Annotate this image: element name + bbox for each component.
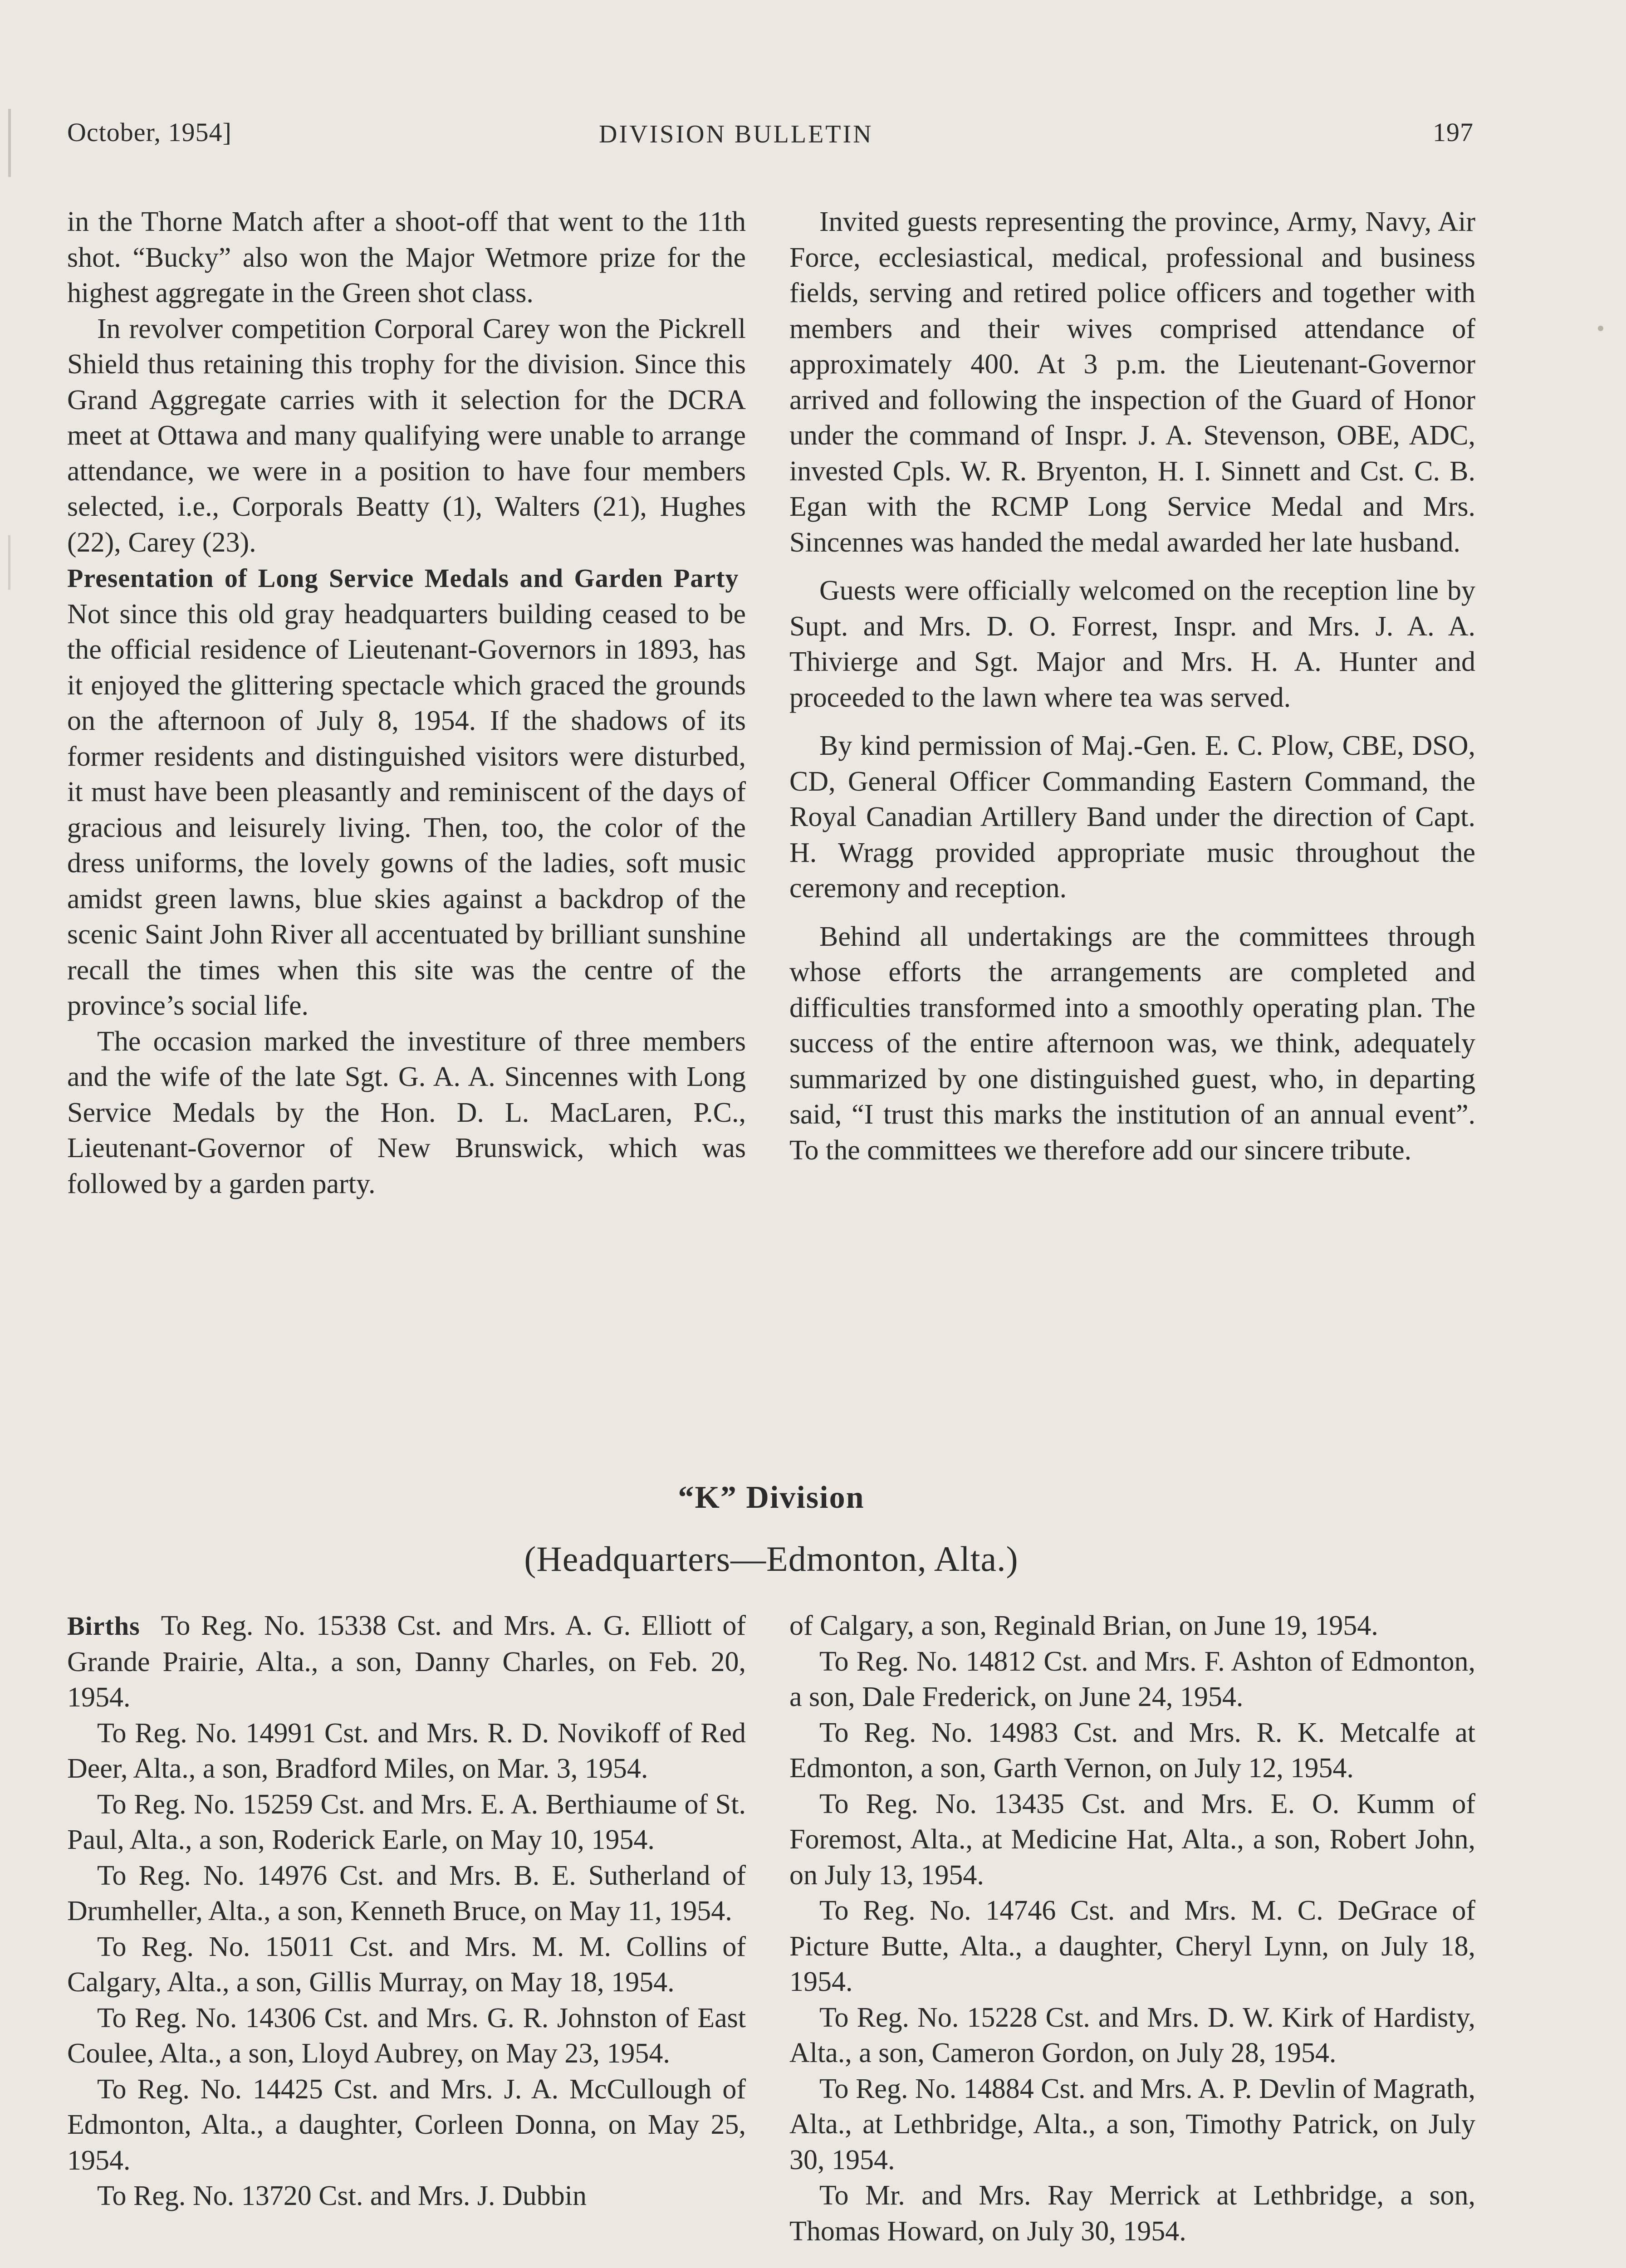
birth-entry: To Reg. No. 13435 Cst. and Mrs. E. O. Kumm of Foremost, Alta., at Medicine Hat, Alta., a son, Robert John, on July 13, 1954. xyxy=(789,1788,1475,1891)
birth-entry: To Reg. No. 14976 Cst. and Mrs. B. E. Sutherland of Drumheller, Alta., a son, Kenneth Bruce, on May 11, 1954. xyxy=(67,1860,746,1926)
paragraph: in the Thorne Match after a shoot-off that went to the 11th shot. “Bucky” also won the Major Wetmore prize for the highest aggregate in the Green shot class. xyxy=(67,206,746,308)
paragraph xyxy=(67,560,746,1024)
paragraph: Guests were officially welcomed on the reception line by Supt. and Mrs. D. O. Forrest, Inspr. and Mrs. J. A. A. Thivierge and Sgt. Major and Mrs. H. A. Hunter and proceeded to the lawn where tea was served. xyxy=(789,575,1475,713)
birth-entry-text: To Reg. No. 15338 Cst. and Mrs. A. G. Elliott of Grande Prairie, Alta., a son, Danny Charles, on Feb. 20, 1954. xyxy=(67,1610,746,1713)
top-left-column xyxy=(67,204,746,1202)
paragraph: The occasion marked the investiture of three members and the wife of the late Sgt. G. A. A. Sincennes with Long Service Medals by the Hon. D. L. MacLaren, P.C., Lieutenant-Governor of New Brunswick, which was followed by a garden party. xyxy=(67,1026,746,1199)
scan-speck xyxy=(1598,326,1603,331)
birth-entry: To Reg. No. 14884 Cst. and Mrs. A. P. Devlin of Magrath, Alta., at Lethbridge, Alta., a son, Timothy Patrick, on July 30, 1954. xyxy=(789,2073,1475,2175)
top-right-column xyxy=(789,204,1475,1168)
birth-entry: To Reg. No. 14812 Cst. and Mrs. F. Ashton of Edmonton, a son, Dale Frederick, on June 24, 1954. xyxy=(789,1646,1475,1712)
header-date: October, 1954] xyxy=(67,117,232,147)
birth-entry: To Reg. No. 15259 Cst. and Mrs. E. A. Berthiaume of St. Paul, Alta., a son, Roderick Earle, on May 10, 1954. xyxy=(67,1789,746,1855)
division-subtitle: (Headquarters—Edmonton, Alta.) xyxy=(524,1539,1019,1579)
birth-entry: To Reg. No. 14306 Cst. and Mrs. G. R. Johnston of East Coulee, Alta., a son, Lloyd Aubrey, on May 23, 1954. xyxy=(67,2002,746,2069)
birth-entry: To Reg. No. 14425 Cst. and Mrs. J. A. McCullough of Edmonton, Alta., a daughter, Corleen Donna, on May 25, 1954. xyxy=(67,2073,746,2176)
birth-entry: To Reg. No. 15228 Cst. and Mrs. D. W. Kirk of Hardisty, Alta., a son, Cameron Gordon, on July 28, 1954. xyxy=(789,2002,1475,2068)
presentation-run-in-heading: Presentation of Long Service Medals and Garden Party xyxy=(67,563,739,593)
scan-edge-mark xyxy=(8,109,11,177)
scan-edge-mark xyxy=(8,535,10,590)
birth-entry: To Reg. No. 15011 Cst. and Mrs. M. M. Collins of Calgary, Alta., a son, Gillis Murray, on May 18, 1954. xyxy=(67,1931,746,1998)
birth-entry: To Reg. No. 14746 Cst. and Mrs. M. C. DeGrace of Picture Butte, Alta., a daughter, Cheryl Lynn, on July 18, 1954. xyxy=(789,1895,1475,1997)
page-header xyxy=(67,117,1474,158)
division-title: “K” Division xyxy=(678,1480,865,1515)
paragraph: Invited guests representing the province, Army, Navy, Air Force, ecclesiastical, medical, professional and business fields, serving and retired police officers and together with members and their wives comprised attendance of approximately 400. At 3 p.m. the Lieutenant-Governor arrived and following the inspection of the Guard of Honor under the command of Inspr. J. A. Stevenson, OBE, ADC, invested Cpls. W. R. Bryenton, H. I. Sinnett and Cst. C. B. Egan with the RCMP Long Service Medal and Mrs. Sincennes was handed the medal awarded her late husband. xyxy=(789,206,1475,558)
births-heading: Births xyxy=(67,1611,140,1641)
paragraph: In revolver competition Corporal Carey won the Pickrell Shield thus retaining this trophy for the division. Since this Grand Aggregate carries with it selection for the DCRA meet at Ottawa and many qualifying were unable to arrange attendance, we were in a position to have four members selected, i.e., Corporals Beatty (1), Walters (21), Hughes (22), Carey (23). xyxy=(67,313,746,558)
birth-entry: To Reg. No. 13720 Cst. and Mrs. J. Dubbin xyxy=(97,2180,587,2211)
page-number: 197 xyxy=(1433,117,1474,147)
birth-entry: To Mr. and Mrs. Ray Merrick at Lethbridge, a son, Thomas Howard, on July 30, 1954. xyxy=(789,2180,1475,2247)
paragraph-text: Not since this old gray headquarters building ceased to be the official residence of Lieutenant-Governors in 1893, has it enjoyed the glittering spectacle which graced the grounds on the afternoon of July 8, 1954. If the shadows of its former residents and distinguished visitors were disturbed, it must have been pleasantly and reminiscent of the days of gracious and leisurely living. Then, too, the color of the dress uniforms, the lovely gowns of the ladies, soft music amidst green lawns, blue skies against a backdrop of the scenic Saint John River all accentuated by brilliant sunshine recall the times when this site was the centre of the province’s social life. xyxy=(67,598,746,1021)
paragraph: By kind permission of Maj.-Gen. E. C. Plow, CBE, DSO, CD, General Officer Commanding Eastern Command, the Royal Canadian Artillery Band under the direction of Capt. H. Wragg provided appropriate music throughout the ceremony and reception. xyxy=(789,730,1475,904)
births-right-column xyxy=(789,1608,1475,2249)
birth-entry: To Reg. No. 14983 Cst. and Mrs. R. K. Metcalfe at Edmonton, a son, Garth Vernon, on July 12, 1954. xyxy=(789,1717,1475,1784)
birth-entry: of Calgary, a son, Reginald Brian, on June 19, 1954. xyxy=(789,1610,1378,1641)
header-title: DIVISION BULLETIN xyxy=(599,120,873,148)
paragraph: Behind all undertakings are the committees through whose efforts the arrangements are completed and difficulties transformed into a smoothly operating plan. The success of the entire afternoon was, we think, adequately summarized by one distinguished guest, who, in departing said, “I trust this marks the institution of an annual event”. To the committees we therefore add our sincere tribute. xyxy=(789,921,1475,1166)
birth-entry xyxy=(67,1608,746,1716)
births-left-column xyxy=(67,1608,746,2214)
birth-entry: To Reg. No. 14991 Cst. and Mrs. R. D. Novikoff of Red Deer, Alta., a son, Bradford Miles, on Mar. 3, 1954. xyxy=(67,1717,746,1784)
